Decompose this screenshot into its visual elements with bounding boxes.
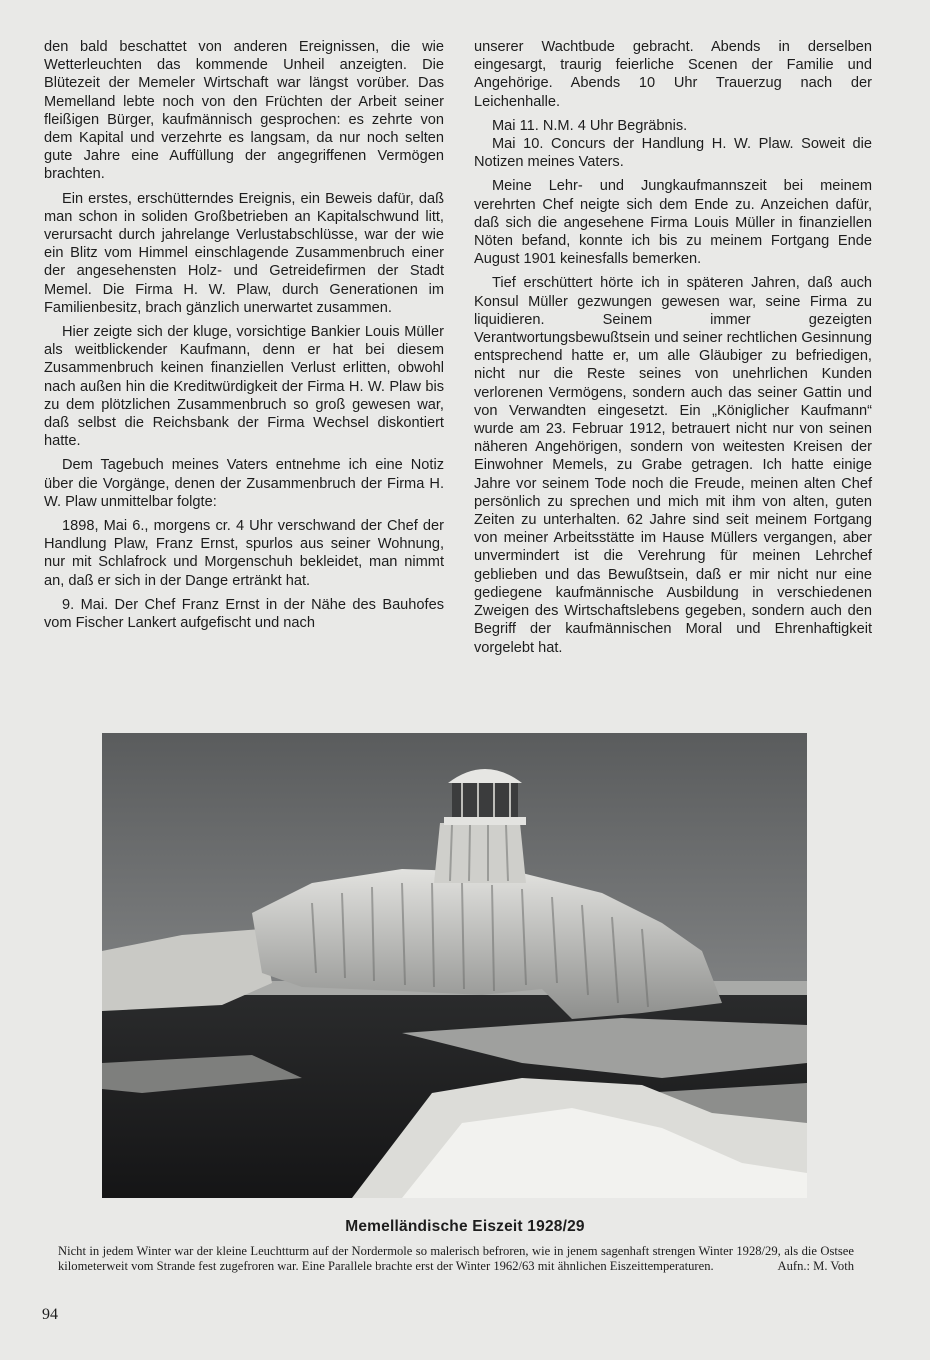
left-column <box>44 38 444 638</box>
paragraph: Meine Lehr- und Jungkaufmannszeit bei meinem verehrten Chef neigte sich dem Ende zu. Anzeichen dafür, daß sich die angesehene Firma Louis Müller in finanziellen Nöten befand, konnte ich bis zu meinem Fortgang Ende August 1901 keinesfalls bemerken. <box>474 178 872 268</box>
right-column <box>474 38 872 663</box>
paragraph: den bald beschattet von anderen Ereignissen, die wie Wetterleuchten das kommende Unheil anzeigten. Die Blütezeit der Memeler Wirtschaft war längst vorüber. Das Memelland lebte noch von den Früchten der Arbeit seiner fleißigen Bürger, kaufmännisch gesprochen: es zehrte von dem Kapital und verzehrte es langsam, da nur noch selten gute Jahre eine Auffüllung der angegriffenen Vermögen brachten. <box>44 39 444 183</box>
photo-caption <box>58 1244 854 1273</box>
paragraph: Hier zeigte sich der kluge, vorsichtige Bankier Louis Müller als weitblickender Kaufmann, denn er hat bei diesem Zusammenbruch keinen finanziellen Verlust erlitten, obwohl nach außen hin die Kreditwürdigkeit der Firma H. W. Plaw bis zu dem plötzlichen Zusammenbruch so groß gewesen war, daß selbst die Reichsbank der Firma Wechsel diskontiert hatte. <box>44 324 444 450</box>
diary-note: Mai 10. Concurs der Handlung H. W. Plaw. Soweit die Notizen meines Vaters. <box>474 136 872 171</box>
paragraph: Ein erstes, erschütterndes Ereignis, ein Beweis dafür, daß man schon in soliden Großbetrieben an Kapitalschwund litt, verursacht durch jahrelange Verlustabschlüsse, war der wie ein Blitz vom Himmel einschlagende Zusammenbruch einer der angesehensten Holz- und Getreidefirmen der Stadt Memel. Die Firma H. W. Plaw, durch Generationen im Familienbesitz, brach gänzlich unerwartet zusammen. <box>44 190 444 316</box>
paragraph: 9. Mai. Der Chef Franz Ernst in der Nähe des Bauhofes vom Fischer Lankert aufgefischt und nach <box>44 596 444 632</box>
diary-note: Mai 11. N.M. 4 Uhr Begräbnis. <box>492 117 688 134</box>
paragraph: unserer Wachtbude gebracht. Abends in derselben eingesargt, traurig feierliche Scenen der Familie und Angehörige. Abends 10 Uhr Trauerzug nach der Leichenhalle. <box>474 39 872 110</box>
page-number: 94 <box>42 1306 58 1323</box>
photo-credit: Aufn.: M. Voth <box>777 1258 854 1273</box>
photo-caption-title: Memelländische Eiszeit 1928/29 <box>345 1218 585 1235</box>
caption-body: Nicht in jedem Winter war der kleine Leuchtturm auf der Nordermole so malerisch befroren, wie in jenem sagenhaft strengen Winter 1928/29, als die Ostsee kilometerweit vom Strande fest zugefroren war. Eine Parallele brachte erst der Winter 1962/63 mit ähnlichen Eiszeittemperaturen. <box>58 1244 854 1273</box>
frozen-lighthouse-photo <box>102 733 807 1198</box>
lighthouse-illustration <box>102 733 807 1198</box>
paragraph: Tief erschüttert hörte ich in späteren Jahren, daß auch Konsul Müller gezwungen gewesen war, seine Firma zu liquidieren. Seinem immer gezeigten Verantwortungsbewußtsein und seiner rechtlichen Gesinnung entsprechend hatte er, um alle Gläubiger zu befriedigen, nicht nur die Reste seines von unehrlichen Kunden verlorenen Vermögens, sondern auch das seiner Gattin und von Verwandten eingesetzt. Ein „Königlicher Kaufmann“ wurde am 23. Februar 1912, betrauert nicht nur von seinen näheren Angehörigen, sondern von weitesten Kreisen der Einwohner Memels, zu Grabe getragen. Ich hatte einige Jahre vor seinem Tode noch die Freude, meinen alten Chef persönlich zu sprechen und mich mit ihm von alten, guten Zeiten zu unterhalten. 62 Jahre sind seit meinem Fortgang von meiner Arbeitsstätte im Hause Müllers vergangen, aber unvermindert ist die Verehrung für meinen Lehrchef geblieben und das Bewußtsein, daß er mir nicht nur eine gediegene kaufmännische Ausbildung in verschiedenen Zweigen des Wirtschaftslebens gegeben, sondern auch den Begriff der kaufmännischen Moral und Ehrenhaftigkeit vorgelebt hat. <box>474 275 872 656</box>
paragraph: Dem Tagebuch meines Vaters entnehme ich eine Notiz über die Vorgänge, denen der Zusammenbruch der Firma H. W. Plaw unmittelbar folgte: <box>44 457 444 510</box>
paragraph: 1898, Mai 6., morgens cr. 4 Uhr verschwand der Chef der Handlung Plaw, Franz Ernst, spurlos aus seiner Wohnung, nur mit Schlafrock und Morgenschuh bekleidet, man nimmt an, daß er sich in der Dange ertränkt hat. <box>44 518 444 589</box>
